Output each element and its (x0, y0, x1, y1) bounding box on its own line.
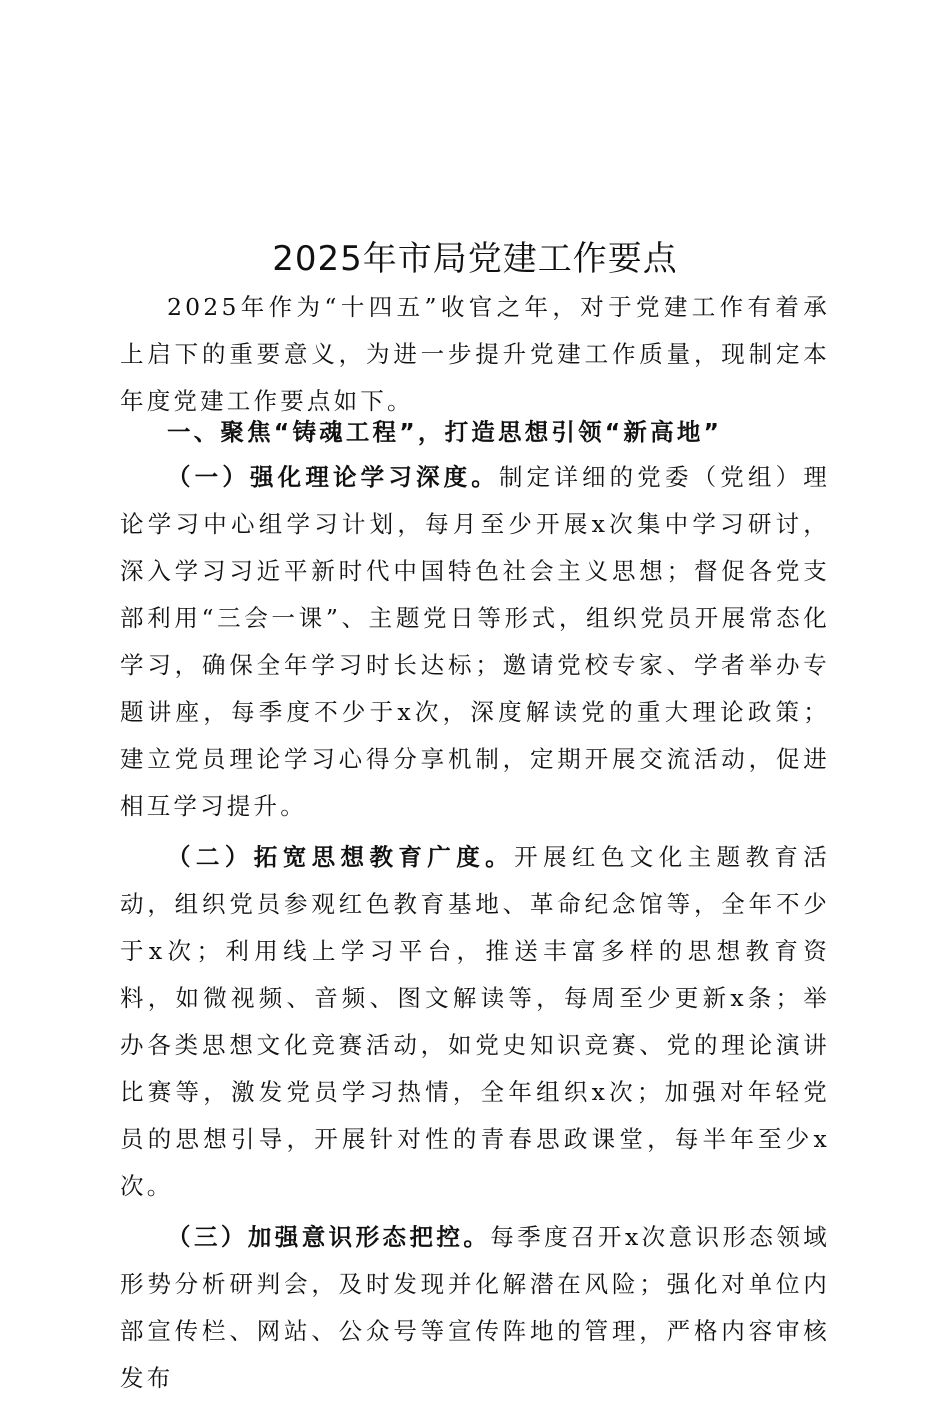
section-1 (120, 454, 830, 830)
section-heading-block (120, 409, 830, 456)
section-3-lead: （三）加强意识形态把控。 (167, 1223, 491, 1251)
heading-1: 一、聚焦“铸魂工程”，打造思想引领“新高地” (167, 418, 723, 446)
document-body (120, 284, 830, 425)
section-2-text: 开展红色文化主题教育活动，组织党员参观红色教育基地、革命纪念馆等，全年不少于x次；利用线上学习平台，推送丰富多样的思想教育资料，如微视频、音频、图文解读等，每周至少更新x条；举办各类思想文化竞赛活动，如党史知识竞赛、党的理论演讲比赛等，激发党员学习热情，全年组织x次；加强对年轻党员的思想引导，开展针对性的青春思政课堂，每半年至少x次。 (120, 843, 831, 1200)
section-2 (120, 834, 830, 1210)
section-1-lead: （一）强化理论学习深度。 (167, 463, 499, 491)
section-3 (120, 1214, 830, 1402)
document-title: 2025年市局党建工作要点 (272, 238, 678, 279)
section-2-lead: （二）拓宽思想教育广度。 (167, 843, 515, 871)
section-3-text: 每季度召开x次意识形态领域形势分析研判会，及时发现并化解潜在风险；强化对单位内部宣传栏、网站、公众号等宣传阵地的管理，严格内容审核发布 (120, 1223, 831, 1392)
sections-block (120, 454, 830, 1402)
section-1-text: 制定详细的党委（党组）理论学习中心组学习计划，每月至少开展x次集中学习研讨，深入学习习近平新时代中国特色社会主义思想；督促各党支部利用“三会一课”、主题党日等形式，组织党员开展常态化学习，确保全年学习时长达标；邀请党校专家、学者举办专题讲座，每季度不少于x次，深度解读党的重大理论政策；建立党员理论学习心得分享机制，定期开展交流活动，促进相互学习提升。 (120, 463, 830, 820)
intro-paragraph: 2025年作为“十四五”收官之年，对于党建工作有着承上启下的重要意义，为进一步提升党建工作质量，现制定本年度党建工作要点如下。 (120, 293, 830, 415)
